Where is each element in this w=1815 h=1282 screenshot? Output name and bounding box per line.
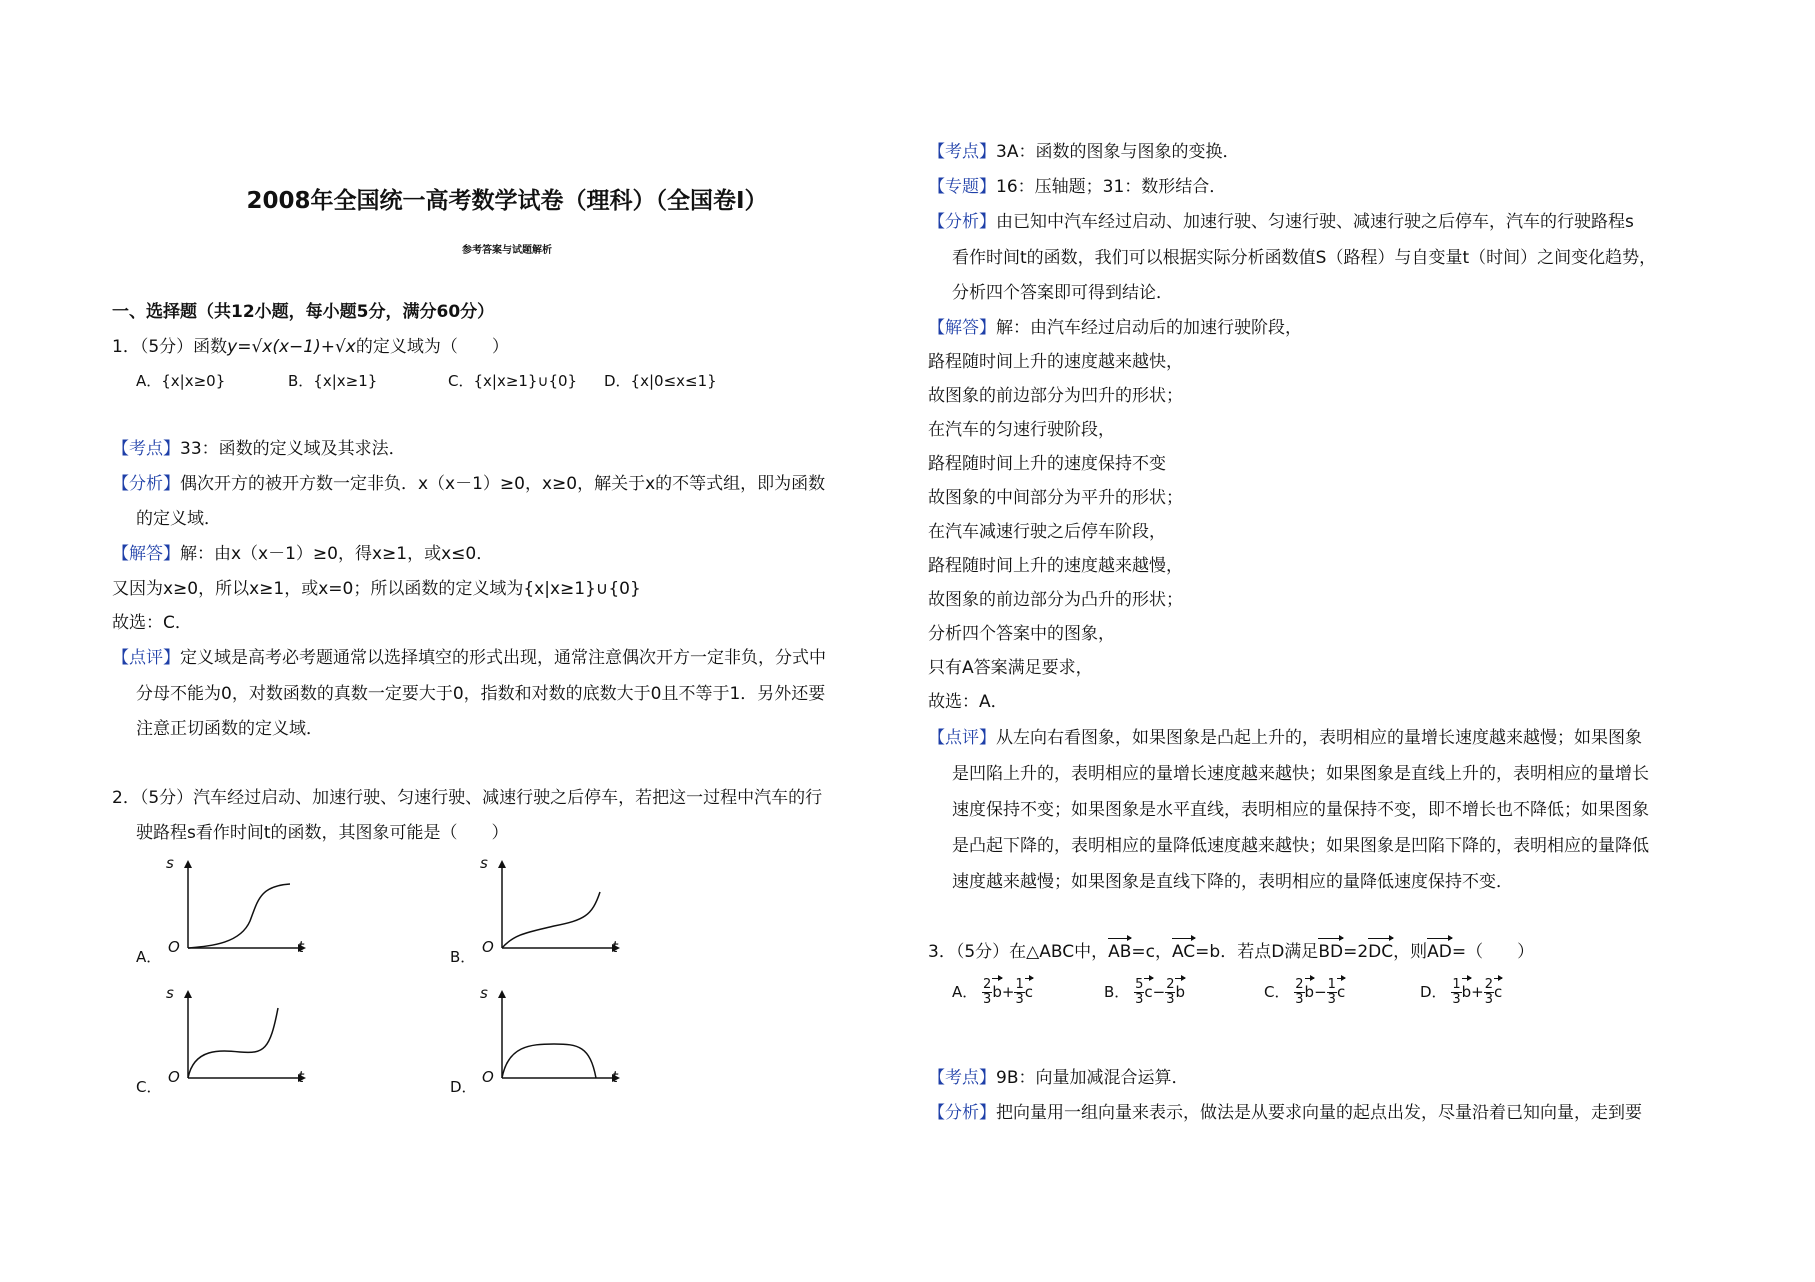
q1-kaodian-text: 33：函数的定义域及其求法． xyxy=(180,439,406,459)
graph-d xyxy=(474,986,624,1086)
graph-b-origin: O xyxy=(482,938,494,956)
q2-fenxi-text1: 由已知中汽车经过启动、加速行驶、匀速行驶、减速行驶之后停车，汽车的行驶路程s xyxy=(996,212,1634,232)
q1-kaodian-tag: 【考点】 xyxy=(112,439,180,459)
graph-c xyxy=(160,986,310,1086)
q2-kaodian-text: 3A：函数的图象与图象的变换． xyxy=(996,142,1240,162)
graph-a-y-label: s xyxy=(166,854,174,872)
q3-option-b-op: − xyxy=(1152,983,1166,1001)
q3-option-a-frac1: $\frac{2}{3}$ xyxy=(983,977,992,1007)
q1-kaodian xyxy=(112,437,406,461)
q3-option-a-label: A． xyxy=(952,983,978,1001)
q2-fenxi xyxy=(928,210,1634,234)
q2-jieda-line-2: 故图象的前边部分为凹升的形状； xyxy=(928,386,1183,406)
q2-jieda-tag: 【解答】 xyxy=(928,318,996,338)
graph-d-origin: O xyxy=(482,1068,494,1086)
graph-d-x-label: t xyxy=(612,1068,618,1086)
graph-b-x-label: t xyxy=(612,938,618,956)
q3-eq-2dc: =2 xyxy=(1343,942,1369,962)
graph-c-y-label: s xyxy=(166,984,174,1002)
q2-jieda-line-7: 路程随时间上升的速度越来越慢， xyxy=(928,556,1183,576)
q3-option-b-label: B． xyxy=(1104,983,1130,1001)
q3-kaodian xyxy=(928,1066,1188,1090)
page-subtitle: 参考答案与试题解析 xyxy=(462,245,552,256)
page-title: 2008年全国统一高考数学试卷（理科）（全国卷I） xyxy=(246,188,768,214)
q2-fenxi-tag: 【分析】 xyxy=(928,212,996,232)
q2-zhuanti-tag: 【专题】 xyxy=(928,177,996,197)
q3-option-a-v2: c xyxy=(1025,980,1033,1004)
q3-option-d-frac2: $\frac{2}{3}$ xyxy=(1484,977,1494,1007)
q1-option-c: C．{x|x≥1}∪{0} xyxy=(448,372,578,390)
q2-jieda-line-1: 路程随时间上升的速度越来越快， xyxy=(928,352,1183,372)
q3-vec-ab: AB xyxy=(1108,942,1132,962)
q2-dianping-text4: 是凸起下降的，表明相应的量降低速度越来越快；如果图象是凹陷下降的，表明相应的量降低 xyxy=(952,836,1649,856)
graph-c-origin: O xyxy=(168,1068,180,1086)
q2-jieda-line-10: 只有A答案满足要求， xyxy=(928,658,1093,678)
q3-option-d-v2: c xyxy=(1494,980,1502,1004)
q1-fenxi-text1: 偶次开方的被开方数一定非负．x（x－1）≥0，x≥0，解关于x的不等式组，即为函数 xyxy=(180,474,826,494)
q2-choose: 故选：A． xyxy=(928,692,1008,712)
q3-stem xyxy=(928,940,1534,964)
graph-b xyxy=(474,856,624,956)
q3-option-c xyxy=(1264,978,1345,1007)
graph-a-label: A． xyxy=(136,948,162,966)
q1-stem xyxy=(112,335,509,359)
q3-eq-c: =c， xyxy=(1131,942,1172,962)
q1-option-d: D．{x|0≤x≤1} xyxy=(604,372,717,390)
q2-fenxi-text2: 看作时间t的函数，我们可以根据实际分析函数值S（路程）与自变量t（时间）之间变化趋势， xyxy=(952,248,1657,268)
graph-b-y-label: s xyxy=(480,854,488,872)
q2-kaodian-tag: 【考点】 xyxy=(928,142,996,162)
q3-fenxi-tag: 【分析】 xyxy=(928,1103,996,1123)
q3-end: =（ ） xyxy=(1451,942,1535,962)
q1-jieda-line2: 又因为x≥0，所以x≥1，或x=0；所以函数的定义域为{x|x≥1}∪{0} xyxy=(112,579,641,599)
q2-jieda-text: 解：由汽车经过启动后的加速行驶阶段， xyxy=(996,318,1302,338)
q1-dianping-text2: 分母不能为0，对数函数的真数一定要大于0，指数和对数的底数大于0且不等于1．另外还要 xyxy=(136,684,826,704)
q2-zhuanti xyxy=(928,175,1226,199)
q3-option-b xyxy=(1104,978,1185,1007)
q3-vec-ac: AC xyxy=(1171,942,1196,962)
q3-option-a xyxy=(952,978,1033,1007)
q3-option-b-v2: b xyxy=(1175,980,1185,1004)
q3-option-a-v1: b xyxy=(992,980,1002,1004)
q3-option-b-frac2: $\frac{2}{3}$ xyxy=(1166,977,1175,1007)
graph-b-label: B． xyxy=(450,948,476,966)
q2-fenxi-text3: 分析四个答案即可得到结论． xyxy=(952,283,1173,303)
q3-then: ，则 xyxy=(1393,942,1428,962)
q3-fenxi xyxy=(928,1101,1642,1125)
q2-jieda-line-3: 在汽车的匀速行驶阶段， xyxy=(928,420,1115,440)
q3-option-d-label: D． xyxy=(1420,983,1447,1001)
graph-a-origin: O xyxy=(168,938,180,956)
q3-option-a-op: + xyxy=(1001,983,1015,1001)
q1-option-a: A．{x|x≥0} xyxy=(136,372,226,390)
q2-jieda-line-8: 故图象的前边部分为凸升的形状； xyxy=(928,590,1183,610)
q3-option-a-frac2: $\frac{1}{3}$ xyxy=(1015,977,1024,1007)
q2-dianping-text3: 速度保持不变；如果图象是水平直线，表明相应的量保持不变，即不增长也不降低；如果图象 xyxy=(952,800,1649,820)
q3-option-c-v1: b xyxy=(1305,980,1315,1004)
q1-jieda-text: 解：由x（x－1）≥0，得x≥1，或x≤0． xyxy=(180,544,494,564)
q2-kaodian xyxy=(928,140,1239,164)
q2-jieda-line-9: 分析四个答案中的图象， xyxy=(928,624,1115,644)
q1-choose: 故选：C． xyxy=(112,613,192,633)
q3-option-d-v1: b xyxy=(1462,980,1472,1004)
q3-stem-a: 3．（5分）在△ABC中， xyxy=(928,942,1109,962)
q3-fenxi-text: 把向量用一组向量来表示，做法是从要求向量的起点出发，尽量沿着已知向量，走到要 xyxy=(996,1103,1642,1123)
q3-option-c-frac2: $\frac{1}{3}$ xyxy=(1327,977,1336,1007)
q3-kaodian-text: 9B：向量加减混合运算． xyxy=(996,1068,1189,1088)
q2-dianping-text2: 是凹陷上升的，表明相应的量增长速度越来越快；如果图象是直线上升的，表明相应的量增长 xyxy=(952,764,1649,784)
q1-fenxi xyxy=(112,472,825,496)
q1-stem-func: y=√x(x−1)+√x xyxy=(227,337,356,357)
q2-zhuanti-text: 16：压轴题；31：数形结合． xyxy=(996,177,1227,197)
q2-jieda-line-4: 路程随时间上升的速度保持不变 xyxy=(928,454,1166,474)
q1-option-b: B．{x|x≥1} xyxy=(288,372,378,390)
q3-kaodian-tag: 【考点】 xyxy=(928,1068,996,1088)
q2-dianping xyxy=(928,726,1642,750)
q2-dianping-tag: 【点评】 xyxy=(928,728,996,748)
q1-fenxi-text2: 的定义域． xyxy=(136,509,221,529)
graph-c-label: C． xyxy=(136,1078,162,1096)
q1-dianping-tag: 【点评】 xyxy=(112,648,180,668)
q1-jieda xyxy=(112,542,493,566)
q3-option-c-v2: c xyxy=(1337,980,1345,1004)
q3-vec-dc: DC xyxy=(1368,942,1394,962)
q3-option-b-v1: c xyxy=(1144,980,1152,1004)
q2-jieda-line-6: 在汽车减速行驶之后停车阶段， xyxy=(928,522,1166,542)
q2-dianping-text1: 从左向右看图象，如果图象是凸起上升的，表明相应的量增长速度越来越慢；如果图象 xyxy=(996,728,1642,748)
q2-jieda xyxy=(928,316,1302,340)
graph-c-x-label: t xyxy=(298,1068,304,1086)
section-heading: 一、选择题（共12小题，每小题5分，满分60分） xyxy=(112,302,495,322)
q3-option-b-frac1: $\frac{5}{3}$ xyxy=(1135,977,1144,1007)
q1-stem-prefix: 1．（5分）函数 xyxy=(112,337,228,357)
q3-option-c-op: − xyxy=(1314,983,1327,1001)
graph-a-x-label: t xyxy=(298,938,304,956)
q3-option-d xyxy=(1420,978,1502,1007)
q1-jieda-tag: 【解答】 xyxy=(112,544,180,564)
q1-stem-suffix: 的定义域为（ ） xyxy=(355,337,509,357)
q3-option-c-frac1: $\frac{2}{3}$ xyxy=(1295,977,1304,1007)
q2-jieda-line-5: 故图象的中间部分为平升的形状； xyxy=(928,488,1183,508)
q3-option-d-op: + xyxy=(1471,983,1484,1001)
q3-eq-b: =b．若点D满足 xyxy=(1195,942,1319,962)
q3-option-c-label: C． xyxy=(1264,983,1290,1001)
q2-dianping-text5: 速度越来越慢；如果图象是直线下降的，表明相应的量降低速度保持不变． xyxy=(952,872,1513,892)
q1-dianping xyxy=(112,646,826,670)
q3-vec-bd: BD xyxy=(1318,942,1344,962)
graph-a xyxy=(160,856,310,956)
graph-d-y-label: s xyxy=(480,984,488,1002)
q1-fenxi-tag: 【分析】 xyxy=(112,474,180,494)
q2-stem1: 2．（5分）汽车经过启动、加速行驶、匀速行驶、减速行驶之后停车，若把这一过程中汽车的行 xyxy=(112,788,823,808)
q2-stem2: 驶路程s看作时间t的函数，其图象可能是（ ） xyxy=(136,823,509,843)
q1-dianping-text3: 注意正切函数的定义域． xyxy=(136,719,323,739)
q1-dianping-text1: 定义域是高考必考题通常以选择填空的形式出现，通常注意偶次开方一定非负，分式中 xyxy=(180,648,826,668)
graph-d-label: D． xyxy=(450,1078,477,1096)
q3-vec-ad: AD xyxy=(1427,942,1452,962)
q3-option-d-frac1: $\frac{1}{3}$ xyxy=(1452,977,1461,1007)
